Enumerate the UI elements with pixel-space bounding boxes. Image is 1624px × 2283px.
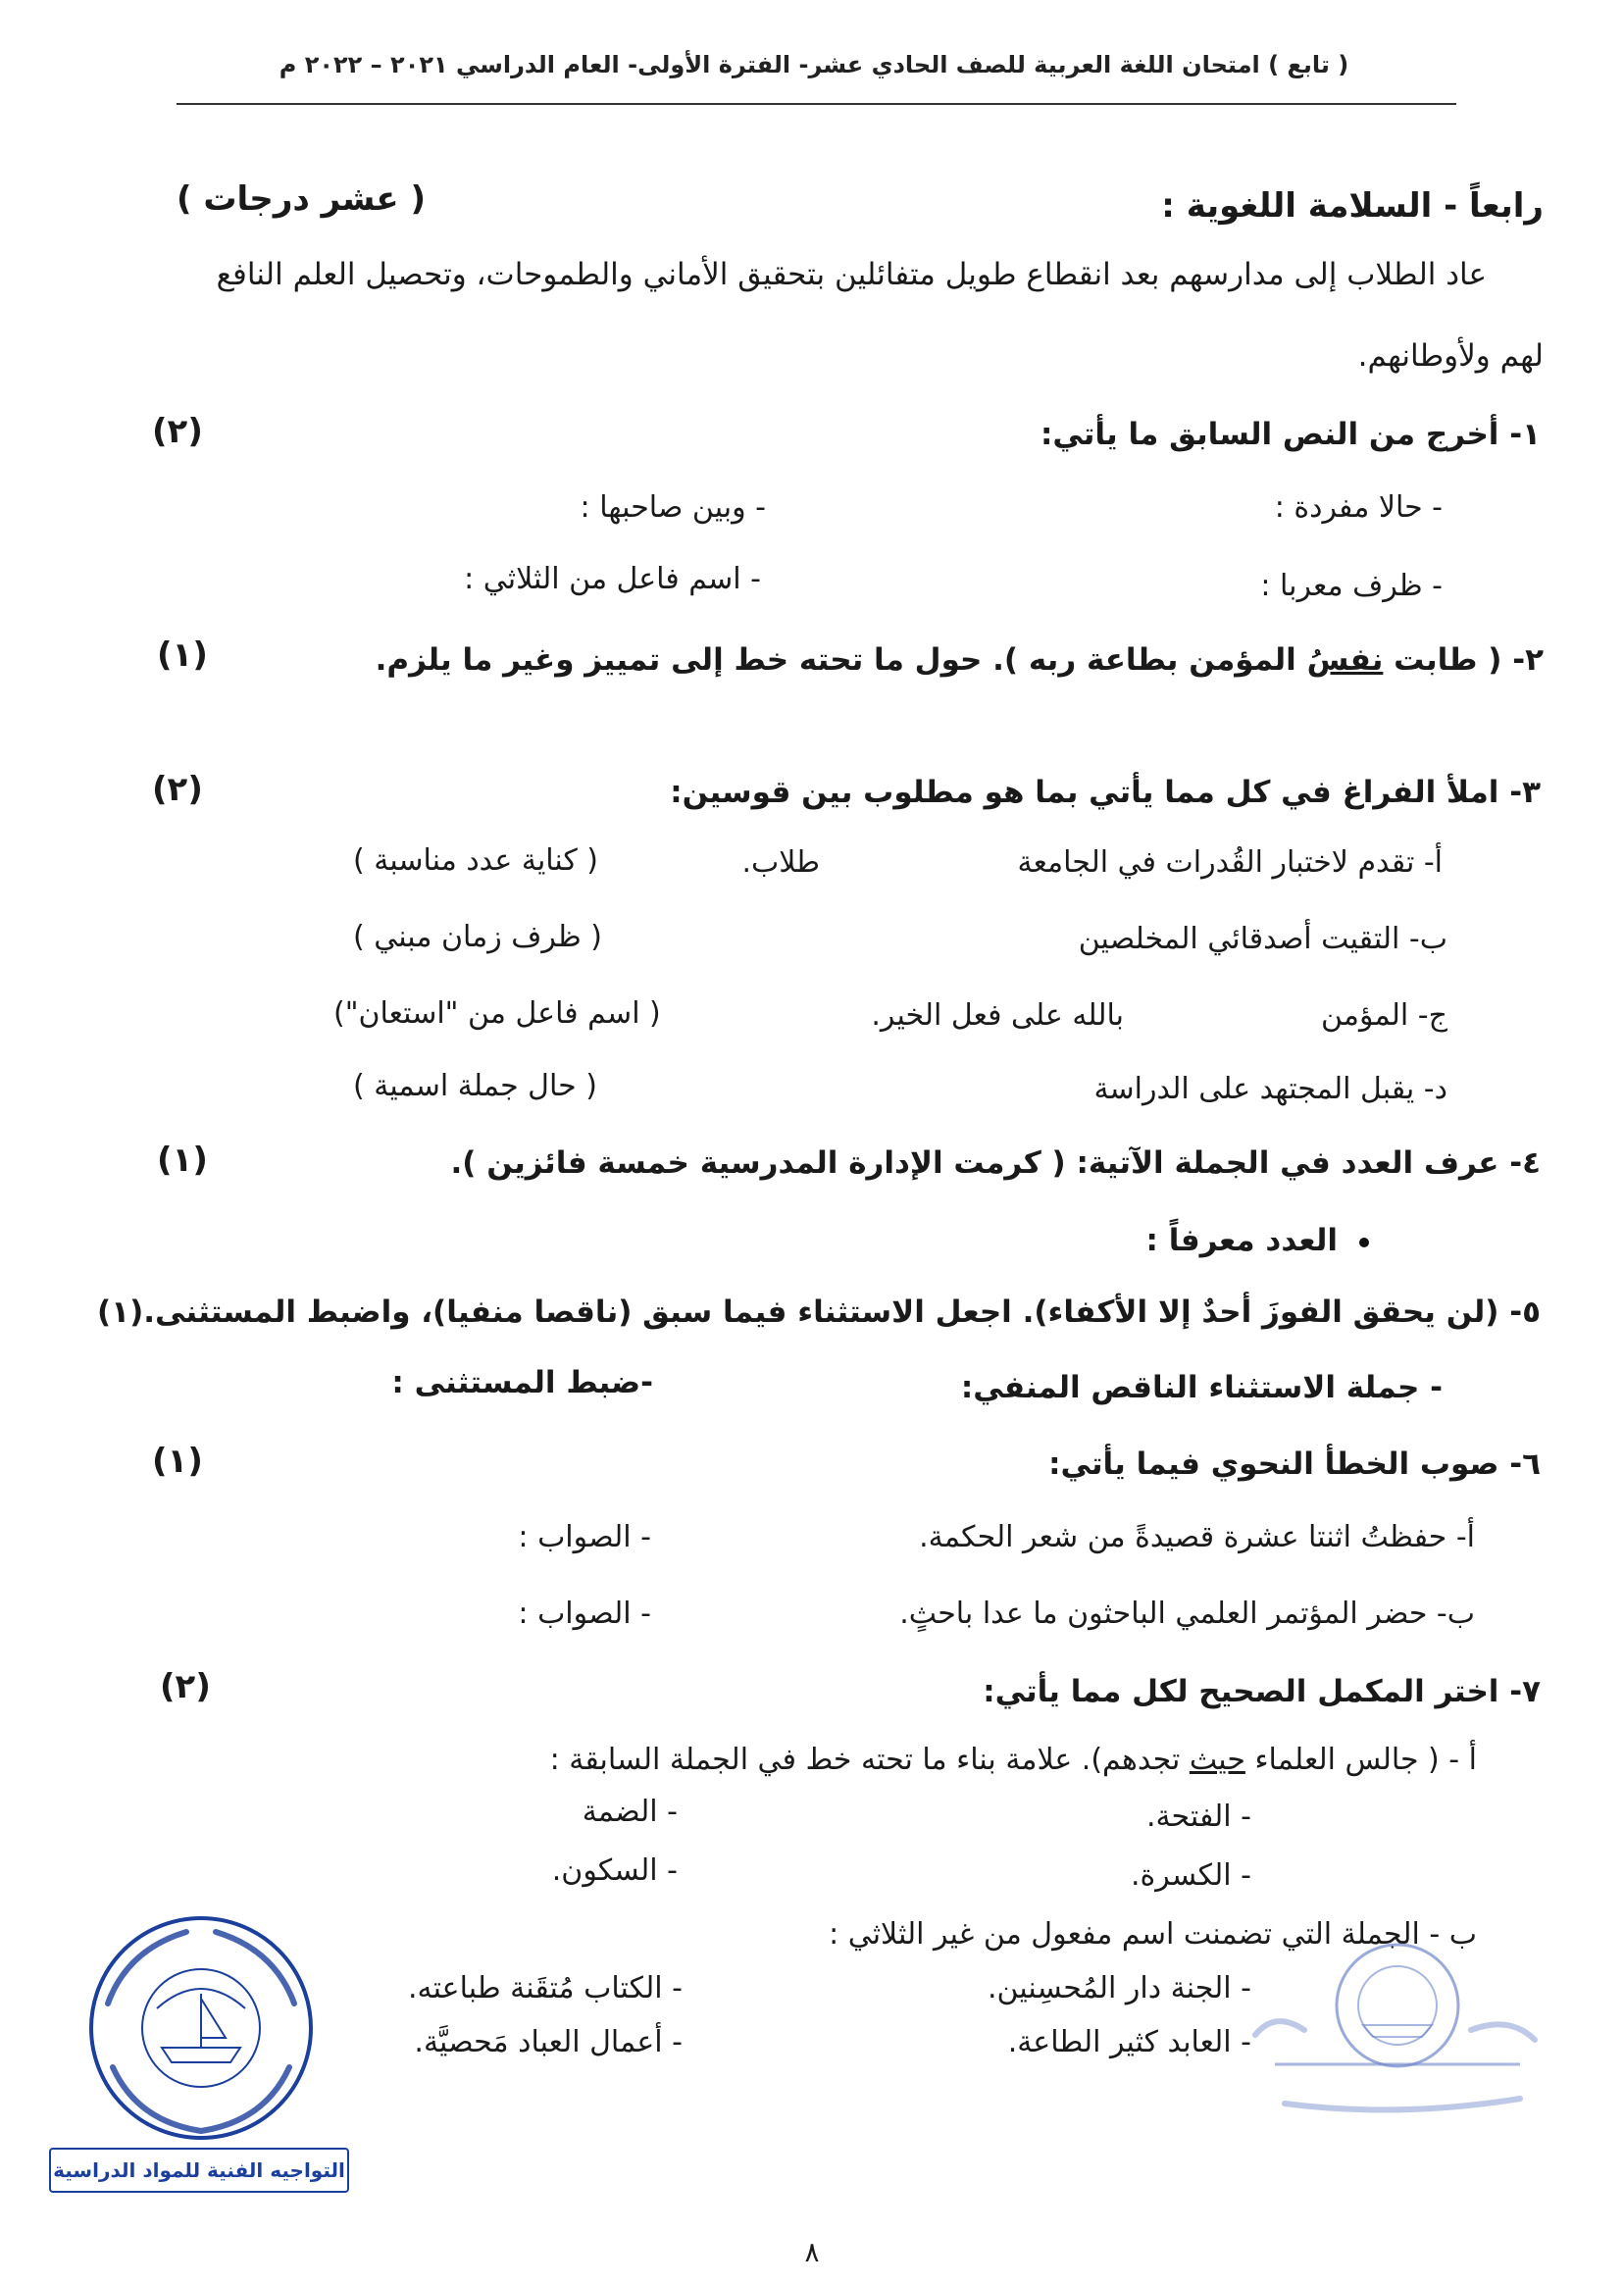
q4-answer-label: العدد معرفاً : bbox=[1145, 1223, 1338, 1258]
q4-title: ٤- عرف العدد في الجملة الآتية: ( كرمت الإدارة المدرسية خمسة فائزين ). bbox=[450, 1145, 1541, 1181]
q3-item-d-hint: ( حال جملة اسمية ) bbox=[353, 1069, 597, 1103]
q7-a-question bbox=[550, 1743, 1477, 1777]
q3-item-a-hint: ( كناية عدد مناسبة ) bbox=[353, 843, 599, 878]
passage-line-2: لهم ولأوطانهم. bbox=[1357, 338, 1544, 374]
bullet-dot bbox=[1359, 1238, 1369, 1247]
q6-item-b-text: ب- حضر المؤتمر العلمي الباحثون ما عدا باحثٍ. bbox=[899, 1597, 1475, 1631]
q6-title: ٦- صوب الخطأ النحوي فيما يأتي: bbox=[1048, 1446, 1541, 1482]
q5-label-2: -ضبط المستثنى : bbox=[391, 1365, 653, 1400]
q3-item-a-text: أ- تقدم لاختبار القُدرات في الجامعة bbox=[1017, 845, 1443, 880]
q3-marks: (٢) bbox=[152, 770, 203, 809]
q3-title: ٣- املأ الفراغ في كل مما يأتي بما هو مطلوب بين قوسين: bbox=[670, 775, 1541, 810]
q6-item-a-label: - الصواب : bbox=[518, 1520, 651, 1554]
q7-a-underlined-word: حيث bbox=[1189, 1743, 1245, 1777]
q1-title: ١- أخرج من النص السابق ما يأتي: bbox=[1040, 417, 1541, 452]
q7-a-option-4: - السكون. bbox=[551, 1853, 678, 1888]
q7-a-option-3: - الكسرة. bbox=[1131, 1858, 1251, 1893]
section-marks: ( عشر درجات ) bbox=[177, 179, 427, 219]
q5-title: ٥- (لن يحقق الفوزَ أحدٌ إلا الأكفاء). اجعل الاستثناء فيما سبق (ناقصا منفيا)، واضبط المستثنى.(١) bbox=[97, 1294, 1541, 1330]
q6-marks: (١) bbox=[152, 1442, 203, 1481]
q5-label-1: - جملة الاستثناء الناقص المنفي: bbox=[960, 1370, 1443, 1405]
q2-prefix: ٢- ( طابت bbox=[1383, 642, 1544, 678]
q7-b-option-4: - أعمال العباد مَحصيَّة. bbox=[414, 2025, 683, 2059]
ministry-stamp-label: التواجيه الفنية للمواد الدراسية bbox=[49, 2148, 349, 2193]
q4-answer bbox=[1146, 1223, 1369, 1258]
arabic-supervision-stamp bbox=[1245, 1917, 1549, 2153]
q7-b-option-3: - العابد كثير الطاعة. bbox=[1007, 2025, 1251, 2059]
q1-item-4: - اسم فاعل من الثلاثي : bbox=[464, 562, 761, 596]
q1-item-1: - حالا مفردة : bbox=[1274, 490, 1443, 525]
q2-suffix: المؤمن بطاعة ربه ). حول ما تحته خط إلى تمييز وغير ما يلزم. bbox=[375, 642, 1307, 678]
q2-text bbox=[376, 642, 1544, 678]
q3-item-c-text: ج- المؤمن bbox=[1321, 998, 1447, 1033]
exam-header: ( تابع ) امتحان اللغة العربية للصف الحادي عشر- الفترة الأولى- العام الدراسي ٢٠٢١ – ٢٠٢٢ م bbox=[279, 51, 1349, 78]
q7-b-option-2: - الكتاب مُتقَنة طباعته. bbox=[408, 1971, 683, 2005]
q3-item-d-text: د- يقبل المجتهد على الدراسة bbox=[1093, 1072, 1447, 1106]
q7-b-question: ب - الجملة التي تضمنت اسم مفعول من غير الثلاثي : bbox=[829, 1917, 1477, 1952]
q2-marks: (١) bbox=[157, 635, 208, 675]
q7-a-suffix: تجدهم). علامة بناء ما تحته خط في الجملة السابقة : bbox=[549, 1743, 1190, 1777]
q1-marks: (٢) bbox=[152, 412, 203, 451]
q3-item-b-text: ب- التقيت أصدقائي المخلصين bbox=[1078, 922, 1447, 956]
q7-a-option-2: - الضمة bbox=[582, 1795, 678, 1829]
q1-item-2: - وبين صاحبها : bbox=[580, 490, 766, 525]
q1-item-3: - ظرف معربا : bbox=[1260, 569, 1443, 603]
q3-item-c-end: بالله على فعل الخير. bbox=[871, 998, 1124, 1033]
q7-b-option-1: - الجنة دار المُحسِنين. bbox=[987, 1971, 1251, 2005]
q3-item-a-end: طلاب. bbox=[741, 845, 820, 880]
page-number: ٨ bbox=[804, 2236, 820, 2268]
q2-underlined-word: نفسُ bbox=[1306, 642, 1384, 678]
q7-title: ٧- اختر المكمل الصحيح لكل مما يأتي: bbox=[983, 1674, 1541, 1709]
q7-marks: (٢) bbox=[160, 1667, 211, 1706]
header-divider bbox=[177, 103, 1456, 105]
q3-item-c-hint: ( اسم فاعل من "استعان") bbox=[333, 996, 661, 1031]
q7-a-prefix: أ - ( جالس العلماء bbox=[1244, 1743, 1477, 1777]
q3-item-b-hint: ( ظرف زمان مبني ) bbox=[353, 920, 602, 954]
q7-a-option-1: - الفتحة. bbox=[1145, 1800, 1251, 1834]
ministry-stamp-seal bbox=[69, 1910, 333, 2146]
section-title: رابعاً - السلامة اللغوية : bbox=[1161, 186, 1544, 226]
q6-item-b-label: - الصواب : bbox=[518, 1597, 651, 1631]
passage-line-1: عاد الطلاب إلى مدارسهم بعد انقطاع طويل متفائلين بتحقيق الأماني والطموحات، وتحصيل العلم النافع bbox=[216, 257, 1487, 292]
q4-marks: (١) bbox=[157, 1141, 208, 1180]
q6-item-a-text: أ- حفظتُ اثنتا عشرة قصيدةً من شعر الحكمة. bbox=[919, 1520, 1475, 1554]
